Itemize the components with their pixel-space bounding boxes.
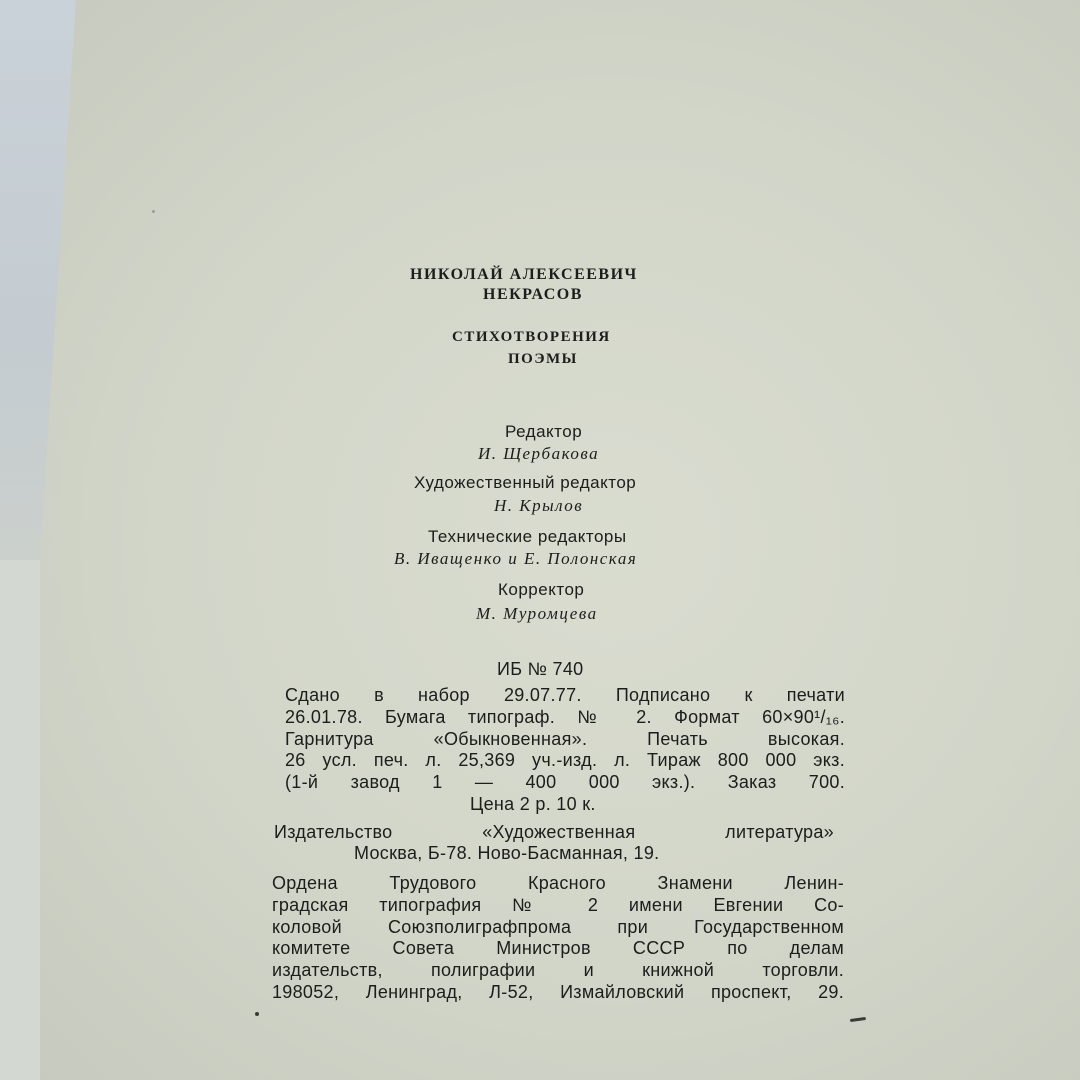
credit-name-proofreader: М. Муромцева <box>476 604 598 623</box>
imprint-line-1: Сдано в набор 29.07.77. Подписано к печати <box>285 685 845 705</box>
price: Цена 2 р. 10 к. <box>470 794 596 814</box>
printer-line-3: коловой Союзполиграфпрома при Государственном <box>272 917 844 937</box>
ib-number: ИБ № 740 <box>497 659 584 679</box>
publisher-address: Москва, Б-78. Ново-Басманная, 19. <box>354 843 660 863</box>
printer-line-5: издательств, полиграфии и книжной торговли. <box>272 960 844 980</box>
title-poems-line1: СТИХОТВОРЕНИЯ <box>452 329 611 345</box>
credit-name-editor: И. Щербакова <box>478 444 600 463</box>
credit-name-tech-editors: В. Иващенко и Е. Полонская <box>394 549 638 568</box>
printer-line-2: градская типография № 2 имени Евгении Со- <box>272 895 844 915</box>
ink-speck <box>255 1012 259 1016</box>
imprint-line-5: (1-й завод 1 — 400 000 экз.). Заказ 700. <box>285 772 845 792</box>
imprint-line-3: Гарнитура «Обыкновенная». Печать высокая. <box>285 729 845 749</box>
printer-line-4: комитете Совета Министров СССР по делам <box>272 938 844 958</box>
credit-role-art-editor: Художественный редактор <box>414 473 637 492</box>
author-first-names: НИКОЛАЙ АЛЕКСЕЕВИЧ <box>410 266 638 283</box>
printer-line-6: 198052, Ленинград, Л-52, Измайловский проспект, 29. <box>272 982 844 1002</box>
credit-role-editor: Редактор <box>505 422 583 441</box>
ink-speck <box>152 210 155 213</box>
credit-name-art-editor: Н. Крылов <box>494 496 584 515</box>
printer-line-1: Ордена Трудового Красного Знамени Ленин- <box>272 873 844 893</box>
publisher-name: Издательство «Художественная литература» <box>274 822 834 842</box>
imprint-line-4: 26 усл. печ. л. 25,369 уч.-изд. л. Тираж 800 000 экз. <box>285 750 845 770</box>
credit-role-tech-editors: Технические редакторы <box>428 527 627 546</box>
title-poems-line2: ПОЭМЫ <box>508 351 578 367</box>
imprint-line-2: 26.01.78. Бумага типограф. № 2. Формат 60×90¹/₁₆. <box>285 707 845 727</box>
author-surname: НЕКРАСОВ <box>483 286 583 303</box>
credit-role-proofreader: Корректор <box>498 580 585 599</box>
